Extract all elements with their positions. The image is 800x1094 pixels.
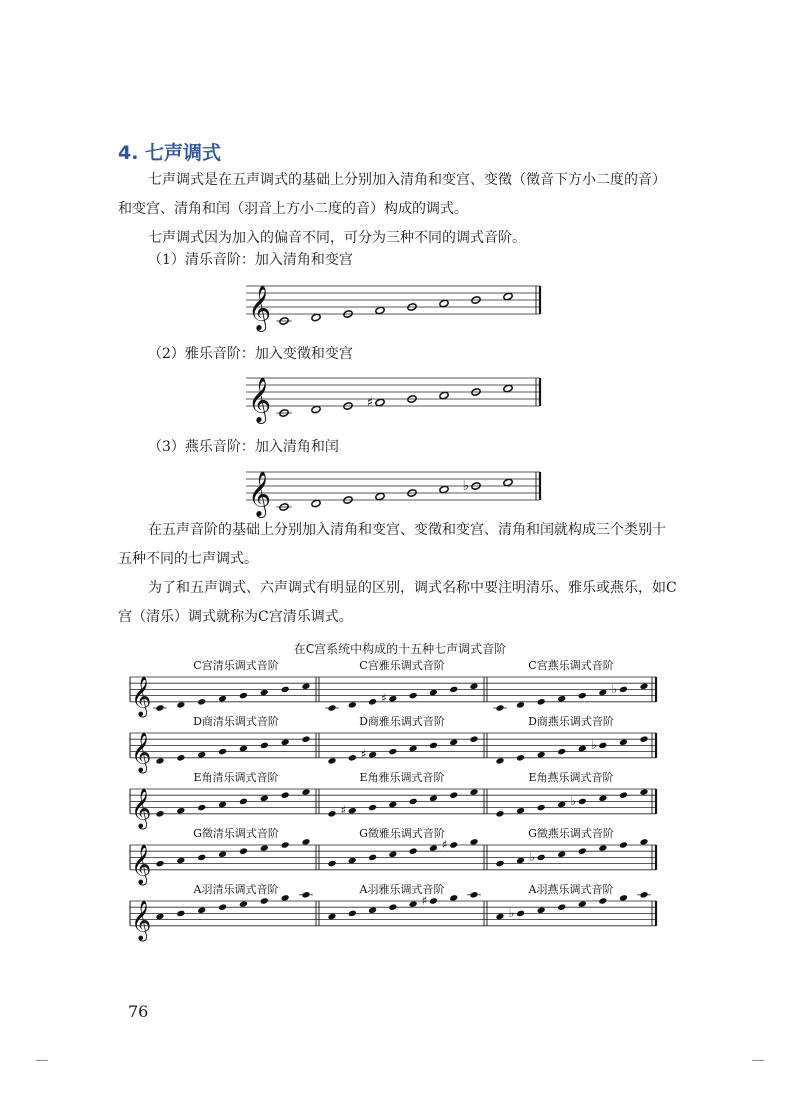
note-head [449, 791, 458, 799]
note-head [218, 903, 227, 911]
note-head [449, 894, 458, 902]
note-head [348, 807, 357, 815]
note-head [218, 801, 227, 809]
flat-sign: ♭ [508, 905, 515, 920]
page-number: 76 [128, 1002, 149, 1021]
whole-note [439, 391, 449, 399]
note-head [239, 847, 248, 855]
note-head [218, 695, 227, 703]
sharp-sign: ♯ [381, 691, 387, 706]
note-head [578, 798, 587, 806]
note-head [449, 841, 458, 849]
whole-note [375, 398, 385, 406]
note-head [409, 900, 418, 908]
label-qingyue: （1）清乐音阶：加入清角和变宫 [148, 252, 353, 268]
note-head [388, 903, 397, 911]
note-head [537, 751, 546, 759]
note-head [516, 910, 525, 918]
treble-clef: 𝄞 [248, 471, 272, 517]
note-head [327, 810, 336, 818]
section-heading: 4. 七声调式 [118, 142, 222, 164]
note-head [429, 844, 438, 852]
note-head [578, 900, 587, 908]
note-head [388, 748, 397, 756]
treble-clef: 𝄞 [131, 788, 152, 829]
scale-title: A羽清乐调式音阶 [193, 883, 279, 896]
whole-note [503, 292, 513, 300]
note-head [429, 689, 438, 697]
note-head [281, 686, 290, 694]
scale-title: G徵燕乐调式音阶 [528, 827, 614, 840]
note-head [348, 910, 357, 918]
note-head [429, 897, 438, 905]
flat-sign: ♭ [591, 737, 597, 752]
note-head [409, 692, 418, 700]
note-head [281, 894, 290, 902]
note-head [516, 857, 525, 865]
note-head [155, 860, 164, 868]
note-head [598, 844, 607, 852]
treble-clef: 𝄞 [131, 844, 152, 885]
note-head [301, 891, 310, 899]
note-head [469, 891, 478, 899]
scale-title: D商雅乐调式音阶 [359, 715, 445, 728]
note-head [516, 807, 525, 815]
flat-sign: ♭ [611, 681, 618, 696]
note-head [388, 851, 397, 859]
scale-grid-figure [0, 650, 800, 950]
note-head [469, 735, 478, 743]
staff-yayue [240, 370, 550, 423]
note-head [260, 795, 269, 803]
note-head [176, 857, 185, 865]
flat-sign: ♭ [462, 478, 469, 494]
note-head [176, 701, 185, 709]
whole-note [375, 306, 385, 314]
note-head [301, 788, 310, 796]
note-head [409, 798, 418, 806]
note-head [348, 754, 357, 762]
note-head [327, 757, 336, 765]
note-head [281, 739, 290, 747]
sharp-sign: ♯ [360, 747, 367, 762]
paragraph-naming: 为了和五声调式、六声调式有明显的区别，调式名称中要注明清乐、雅乐或燕乐，如C宫（清乐）调式就称为C宫清乐调式。 [118, 580, 677, 625]
note-head [197, 698, 206, 706]
note-head [639, 683, 648, 691]
note-head [469, 838, 478, 846]
note-head [409, 847, 418, 855]
note-head [155, 704, 164, 712]
note-head [327, 860, 336, 868]
scale-title: D商清乐调式音阶 [193, 715, 279, 728]
note-head [516, 701, 525, 709]
note-head [516, 754, 525, 762]
paragraph-types: 七声调式因为加入的偏音不同，可分为三种不同的调式音阶。 [148, 230, 526, 246]
note-head [155, 810, 164, 818]
note-head [260, 844, 269, 852]
scale-title: G徵清乐调式音阶 [193, 827, 279, 840]
note-head [619, 686, 628, 694]
note-head [327, 913, 336, 921]
scale-title: A羽燕乐调式音阶 [528, 883, 614, 896]
treble-clef: 𝄞 [131, 676, 152, 717]
note-head [368, 804, 377, 812]
note-head [197, 854, 206, 862]
note-head [537, 907, 546, 915]
staff-yanyue [240, 464, 550, 517]
note-head [239, 900, 248, 908]
note-head [176, 807, 185, 815]
note-head [469, 788, 478, 796]
note-head [281, 791, 290, 799]
sharp-sign: ♯ [441, 837, 448, 852]
paragraph-intro: 七声调式是在五声调式的基础上分别加入清角和变宫、变徵（徵音下方小二度的音）和变宫、清角和闰（羽音上方小二度的音）构成的调式。 [118, 172, 666, 217]
note-head [495, 860, 504, 868]
scale-title: C宫清乐调式音阶 [193, 659, 279, 672]
note-head [578, 692, 587, 700]
note-head [218, 748, 227, 756]
note-head [537, 698, 546, 706]
note-head [495, 913, 504, 921]
label-yanyue: （3）燕乐音阶：加入清角和闰 [148, 439, 339, 455]
note-head [155, 913, 164, 921]
sharp-sign: ♯ [340, 803, 347, 818]
note-head [239, 692, 248, 700]
whole-note [503, 384, 513, 392]
note-head [239, 745, 248, 753]
treble-clef: 𝄞 [248, 285, 272, 331]
note-head [598, 795, 607, 803]
whole-note [439, 299, 449, 307]
note-head [495, 810, 504, 818]
treble-clef: 𝄞 [131, 732, 152, 773]
note-head [598, 689, 607, 697]
treble-clef: 𝄞 [248, 377, 272, 423]
note-head [260, 689, 269, 697]
note-head [260, 897, 269, 905]
scale-title: E角燕乐调式音阶 [528, 771, 614, 784]
scale-title: G徵雅乐调式音阶 [359, 827, 445, 840]
crop-mark-right [752, 1060, 764, 1061]
whole-note [375, 492, 385, 500]
note-head [619, 791, 628, 799]
scale-title: E角清乐调式音阶 [193, 771, 279, 784]
scale-title: A羽雅乐调式音阶 [359, 883, 445, 896]
note-head [639, 891, 648, 899]
note-head [429, 742, 438, 750]
note-head [557, 903, 566, 911]
note-head [176, 910, 185, 918]
note-head [301, 683, 310, 691]
note-head [388, 695, 397, 703]
note-head [197, 751, 206, 759]
note-head [368, 854, 377, 862]
note-head [301, 735, 310, 743]
note-head [449, 686, 458, 694]
note-head [495, 704, 504, 712]
whole-note [311, 405, 321, 413]
whole-note [439, 485, 449, 493]
note-head [176, 754, 185, 762]
note-head [619, 739, 628, 747]
note-head [578, 847, 587, 855]
note-head [327, 704, 336, 712]
note-head [155, 757, 164, 765]
note-head [619, 841, 628, 849]
note-head [557, 851, 566, 859]
scale-title: C宫雅乐调式音阶 [359, 659, 445, 672]
scale-title: D商燕乐调式音阶 [528, 715, 614, 728]
note-head [449, 739, 458, 747]
note-head [301, 838, 310, 846]
note-head [537, 854, 546, 862]
flat-sign: ♭ [529, 849, 535, 864]
note-head [368, 907, 377, 915]
note-head [197, 804, 206, 812]
note-head [557, 801, 566, 809]
note-head [469, 683, 478, 691]
scale-title: E角雅乐调式音阶 [359, 771, 445, 784]
crop-mark-left [36, 1060, 48, 1061]
note-head [557, 695, 566, 703]
note-head [429, 795, 438, 803]
note-head [368, 698, 377, 706]
paragraph-summary: 在五声音阶的基础上分别加入清角和变宫、变徵和变宫、清角和闰就构成三个类别十五种不同的七声调式。 [118, 522, 666, 567]
note-head [281, 841, 290, 849]
note-head [619, 894, 628, 902]
note-head [388, 801, 397, 809]
staff-qingyue [240, 278, 550, 331]
note-head [348, 857, 357, 865]
whole-note [503, 478, 513, 486]
note-head [537, 804, 546, 812]
figure-title: 在C宫系统中构成的十五种七声调式音阶 [293, 642, 507, 656]
sharp-sign: ♯ [421, 893, 428, 908]
note-head [578, 745, 587, 753]
whole-note [311, 499, 321, 507]
sharp-sign: ♯ [366, 395, 374, 411]
note-head [639, 735, 648, 743]
note-head [639, 788, 648, 796]
treble-clef: 𝄞 [131, 900, 152, 941]
note-head [368, 751, 377, 759]
note-head [239, 798, 248, 806]
note-head [348, 701, 357, 709]
note-head [557, 748, 566, 756]
note-head [598, 897, 607, 905]
flat-sign: ♭ [570, 793, 577, 808]
scale-title: C宫燕乐调式音阶 [528, 659, 614, 672]
note-head [409, 745, 418, 753]
whole-note [311, 313, 321, 321]
note-head [639, 838, 648, 846]
note-head [218, 851, 227, 859]
note-head [598, 742, 607, 750]
note-head [260, 742, 269, 750]
note-head [495, 757, 504, 765]
note-head [197, 907, 206, 915]
label-yayue: （2）雅乐音阶：加入变徵和变宫 [148, 346, 353, 362]
